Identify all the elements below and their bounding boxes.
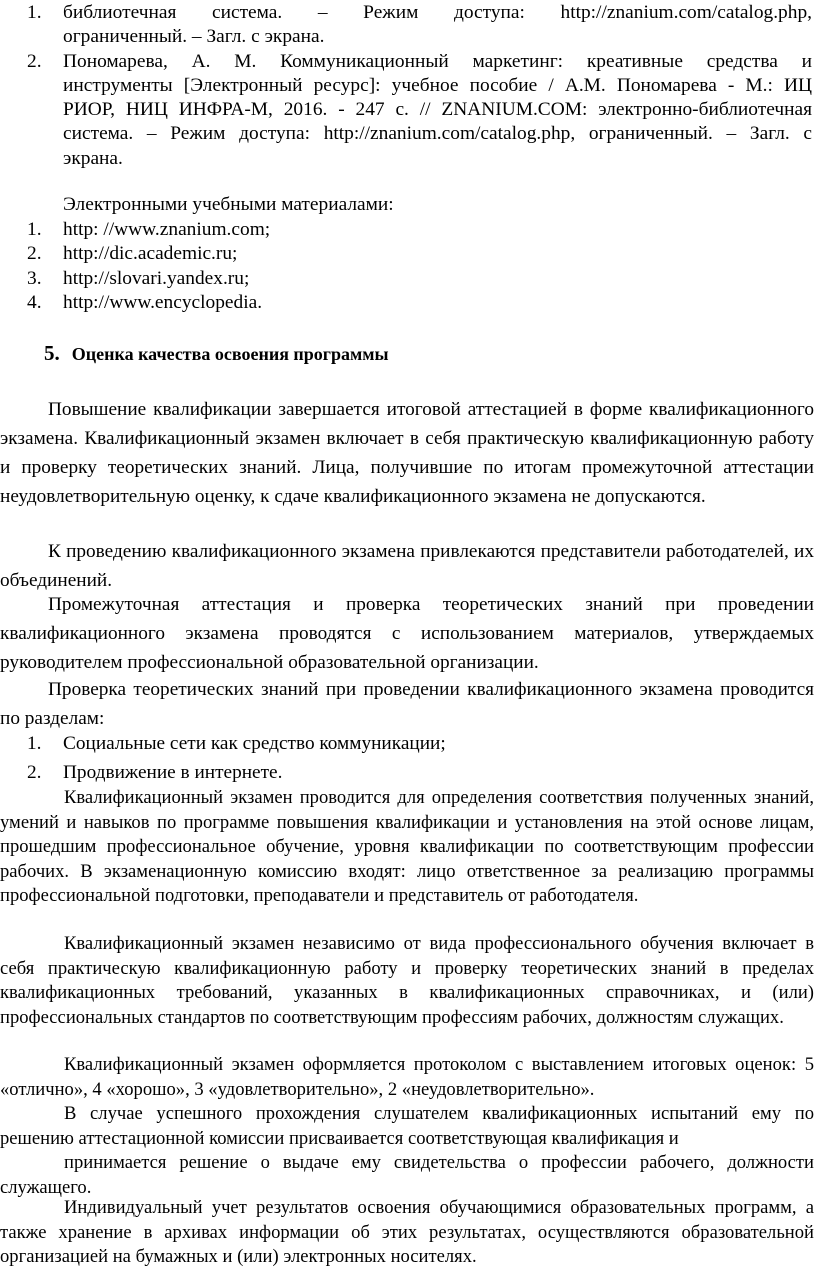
paragraph: Индивидуальный учет результатов освоения обучающимися образовательных программ, а также хранение в архивах информации об этих результатах, осуществляются образовательной организацией на бумажных и (или) электронных носителях. [0,1197,814,1267]
electronic-links-list [27,218,812,315]
paragraph: Проверка теоретических знаний при проведении квалификационного экзамена проводится по разделам: [0,679,814,729]
section-heading [44,340,389,367]
reference-line: ограниченный. – Загл. с экрана. [63,26,325,48]
list-number: 2. [27,50,42,72]
paragraph: Повышение квалификации завершается итоговой аттестацией в форме квалификационного экзамена. Квалификационный экзамен включает в себя практическую квалификационную работу и проверку теоретических знаний. Лица, получившие по итогам промежуточной аттестации неудовлетворительную оценку, к сдаче квалификационного экзамена не допускаются. [0,399,814,507]
paragraph: Квалификационный экзамен оформляется протоколом с выставлением итоговых оценок: 5 «отлично», 4 «хорошо», 3 «удовлетворительно», 2 «неудовлетворительно». [0,1054,814,1100]
electronic-materials-intro: Электронными учебными материалами: [63,194,394,215]
list-item [27,242,812,266]
list-item-text: Продвижение в интернете. [63,762,283,783]
reference-line: инструменты [Электронный ресурс]: учебное пособие / А.М. Пономарева - М.: ИЦ [63,74,812,96]
reference-line: экрана. [63,147,123,169]
reference-line: Пономарева, А. М. Коммуникационный маркетинг: креативные средства и [63,50,812,72]
list-number: 2. [27,243,42,265]
reference-line: РИОР, НИЦ ИНФРА-М, 2016. - 247 с. // ZNANIUM.COM: электронно-библиотечная [63,99,812,121]
link-text: http://dic.academic.ru; [63,243,238,265]
list-number: 4. [27,291,42,313]
link-text: http://slovari.yandex.ru; [63,267,250,289]
paragraph: К проведению квалификационного экзамена привлекаются представители работодателей, их объединений. [0,541,814,591]
section-title: Оценка качества освоения программы [71,344,389,364]
reference-line: библиотечная система. – Режим доступа: http://znanium.com/catalog.php, [63,2,812,23]
list-number: 1. [27,2,42,23]
reference-item [27,1,812,50]
list-number: 1. [27,219,42,240]
reference-list [27,1,812,171]
section-number: 5. [44,341,60,365]
link-text: http: //www.znanium.com; [63,219,271,240]
paragraph: принимается решение о выдаче ему свидетельства о профессии рабочего, должности служащего. [0,1152,814,1198]
list-item-text: Социальные сети как средство коммуникации; [63,733,446,754]
list-item [27,267,812,291]
list-item [27,291,812,315]
list-item [27,218,812,242]
list-number: 2. [27,762,42,783]
paragraph: В случае успешного прохождения слушателем квалификационных испытаний ему по решению аттестационной комиссии присваивается соответствующая квалификация и [0,1103,814,1149]
paragraph: Промежуточная аттестация и проверка теоретических знаний при проведении квалификационного экзамена проводятся с использованием материалов, утверждаемых руководителем профессиональной образовательной организации. [0,594,814,673]
list-item [27,729,812,758]
reference-item [27,50,812,171]
paragraph: Квалификационный экзамен проводится для определения соответствия полученных знаний, умений и навыков по программе повышения квалификации и установления на этой основе лицам, прошедшим профессиональное обучение, уровня квалификации по соответствующим профессии рабочих. В экзаменационную комиссию входят: лицо ответственное за реализацию программы профессиональной подготовки, преподаватели и представитель от работодателя. [0,787,814,906]
paragraph: Квалификационный экзамен независимо от вида профессионального обучения включает в себя практическую квалификационную работу и проверку теоретических знаний в пределах квалификационных требований, указанных в квалификационных справочниках, и (или) профессиональных стандартов по соответствующим профессиям рабочих, должностям служащих. [0,933,814,1028]
list-item [27,758,812,787]
link-text: http://www.encyclopedia. [63,291,263,313]
exam-sections-list [27,729,812,787]
reference-line: система. – Режим доступа: http://znanium.com/catalog.php, ограниченный. – Загл. с [63,123,812,145]
list-number: 3. [27,267,42,289]
list-number: 1. [27,733,42,754]
